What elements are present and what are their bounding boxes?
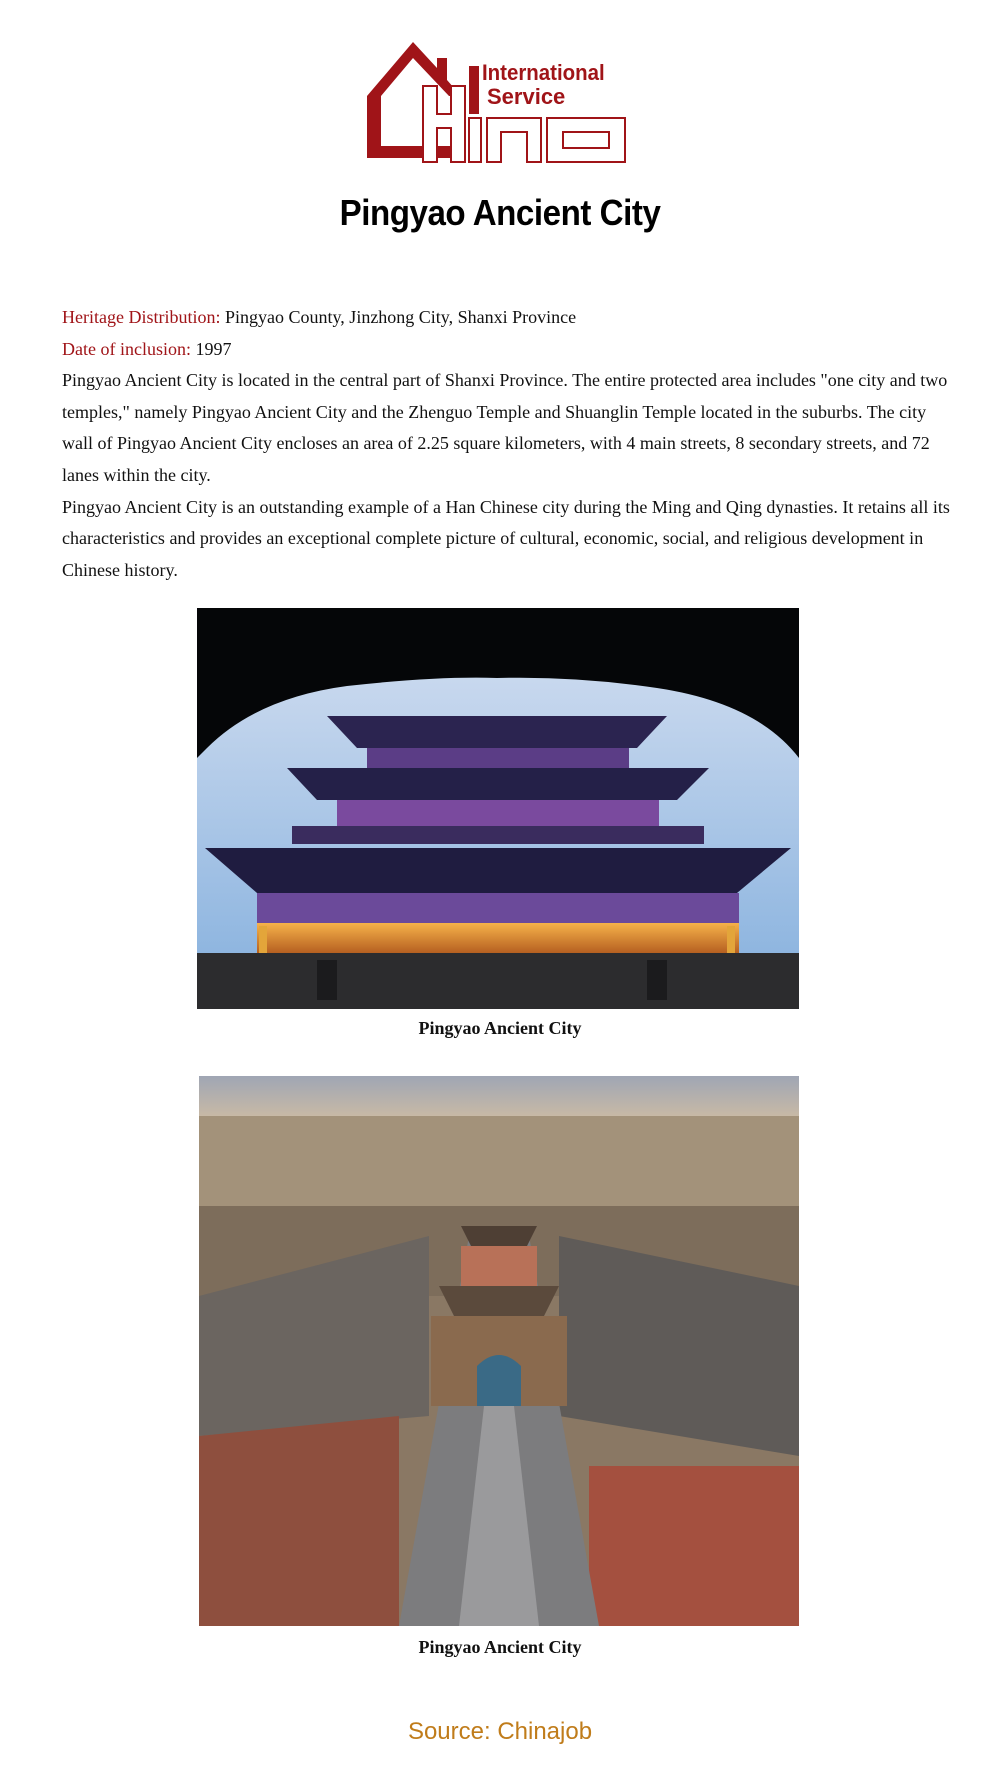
- date-line: [62, 334, 954, 366]
- china-international-service-logo: [365, 38, 627, 166]
- paragraph-1: Pingyao Ancient City is located in the central part of Shanxi Province. The entire protected area includes "one city and two temples," namely Pingyao Ancient City and the Zhenguo Temple and Shuanglin Temple located in the suburbs. The city wall of Pingyao Ancient City encloses an area of 2.25 square kilometers, with 4 main streets, 8 secondary streets, and 72 lanes within the city.: [62, 370, 948, 485]
- heritage-line: [62, 302, 954, 334]
- date-label: Date of inclusion:: [62, 338, 191, 359]
- logo-line1: International: [482, 60, 605, 86]
- page-title: Pingyao Ancient City: [339, 192, 661, 233]
- heritage-value: Pingyao County, Jinzhong City, Shanxi Province: [220, 307, 577, 327]
- aerial-street-photo: [199, 1076, 799, 1626]
- heritage-label: Heritage Distribution:: [62, 307, 221, 327]
- logo-line2: Service: [487, 84, 566, 109]
- gate-tower-photo: [197, 608, 799, 1009]
- figure-caption-1: Pingyao Ancient City: [418, 1018, 582, 1038]
- article-body: [62, 302, 954, 586]
- date-value: 1997: [190, 338, 232, 359]
- source-credit: Source: Chinajob: [407, 1718, 593, 1745]
- figure-caption-2: Pingyao Ancient City: [418, 1637, 582, 1657]
- paragraph-2: Pingyao Ancient City is an outstanding example of a Han Chinese city during the Ming and Qing dynasties. It retains all its characteristics and provides an exceptional complete picture of cultural, economic, social, and religious development in Chinese history.: [62, 496, 950, 580]
